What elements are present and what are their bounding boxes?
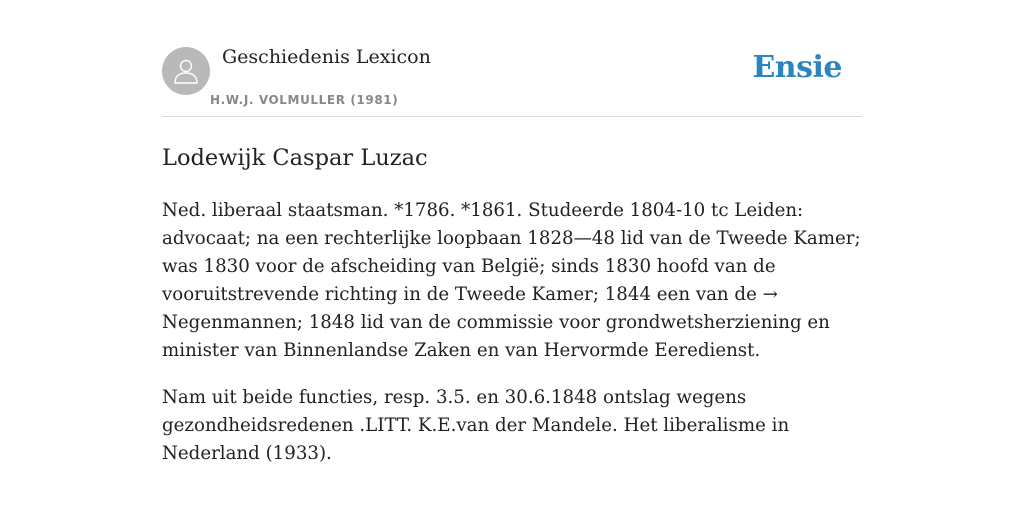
entry-paragraph-1: Ned. liberaal staatsman. *1786. *1861. Studeerde 1804-10 tc Leiden: advocaat; na een rechterlijke loopbaan 1828—48 lid van de Tweede Kamer; was 1830 voor de afscheiding van België; sinds 1830 hoofd van de vooruitstrevende richting in de Tweede Kamer; 1844 een van de → Negenmannen; 1848 lid van de commissie voor grondwetsherziening en minister van Binnenlandse Zaken en van Hervormde Eeredienst. [162, 200, 861, 361]
user-silhouette-icon [171, 56, 201, 86]
brand-logo[interactable]: Ensie [752, 50, 842, 85]
author-name[interactable]: H.W.J. VOLMULLER (1981) [210, 93, 399, 107]
source-title[interactable]: Geschiedenis Lexicon [222, 46, 431, 68]
entry-header [162, 0, 862, 117]
author-avatar[interactable] [162, 47, 210, 95]
page-container [162, 0, 862, 468]
entry-title: Lodewijk Caspar Luzac [162, 145, 428, 171]
entry-paragraph-2: Nam uit beide functies, resp. 3.5. en 30.6.1848 ontslag wegens gezondheidsredenen .LITT. K.E.van der Mandele. Het liberalisme in Nederland (1933). [162, 387, 790, 464]
